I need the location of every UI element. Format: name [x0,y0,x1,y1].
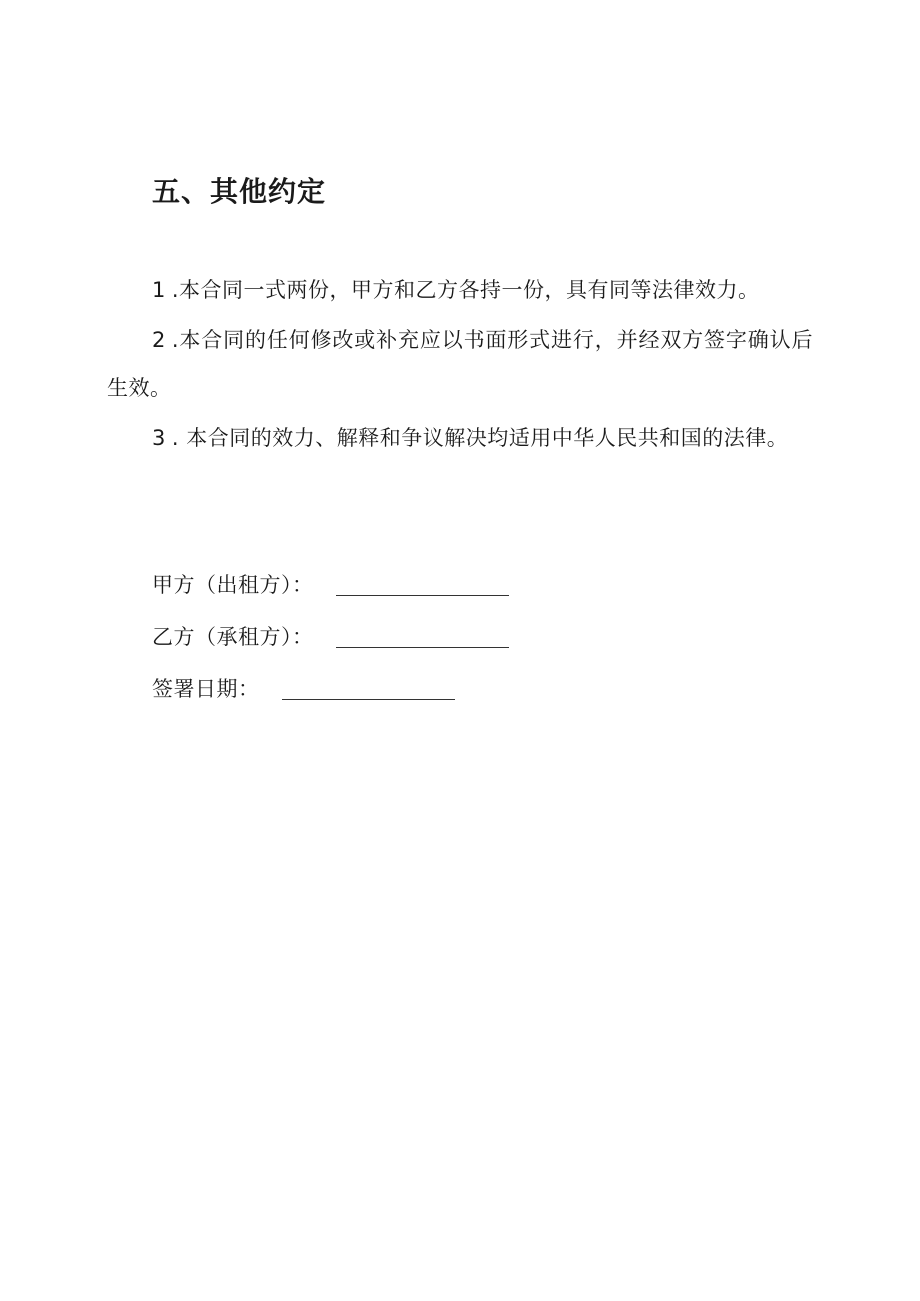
signing-date-line [282,677,455,700]
signature-block [152,558,509,714]
clause-number: 2 [152,328,166,352]
clause-number: 3 [152,426,166,450]
signature-row-party-b [152,610,509,662]
clause-number: 1 [152,278,166,302]
party-b-signature-line [336,625,509,648]
section-title: 五、其他约定 [152,175,327,208]
clause-list [107,266,813,464]
party-b-label: 乙方（承租方）： [152,625,314,649]
signature-row-date [152,662,509,714]
clause-text: .本合同一式两份，甲方和乙方各持一份，具有同等法律效力。 [171,278,760,302]
clause-item [107,414,813,462]
signature-row-party-a [152,558,509,610]
party-a-signature-line [336,573,509,596]
clause-text: .本合同的任何修改或补充应以书面形式进行，并经双方签字确认后生效。 [107,328,813,400]
clause-item [107,266,813,314]
clause-text: . 本合同的效力、解释和争议解决均适用中华人民共和国的法律。 [171,426,789,450]
signing-date-label: 签署日期： [152,677,260,701]
clause-item [107,316,813,412]
party-a-label: 甲方（出租方）： [152,573,314,597]
